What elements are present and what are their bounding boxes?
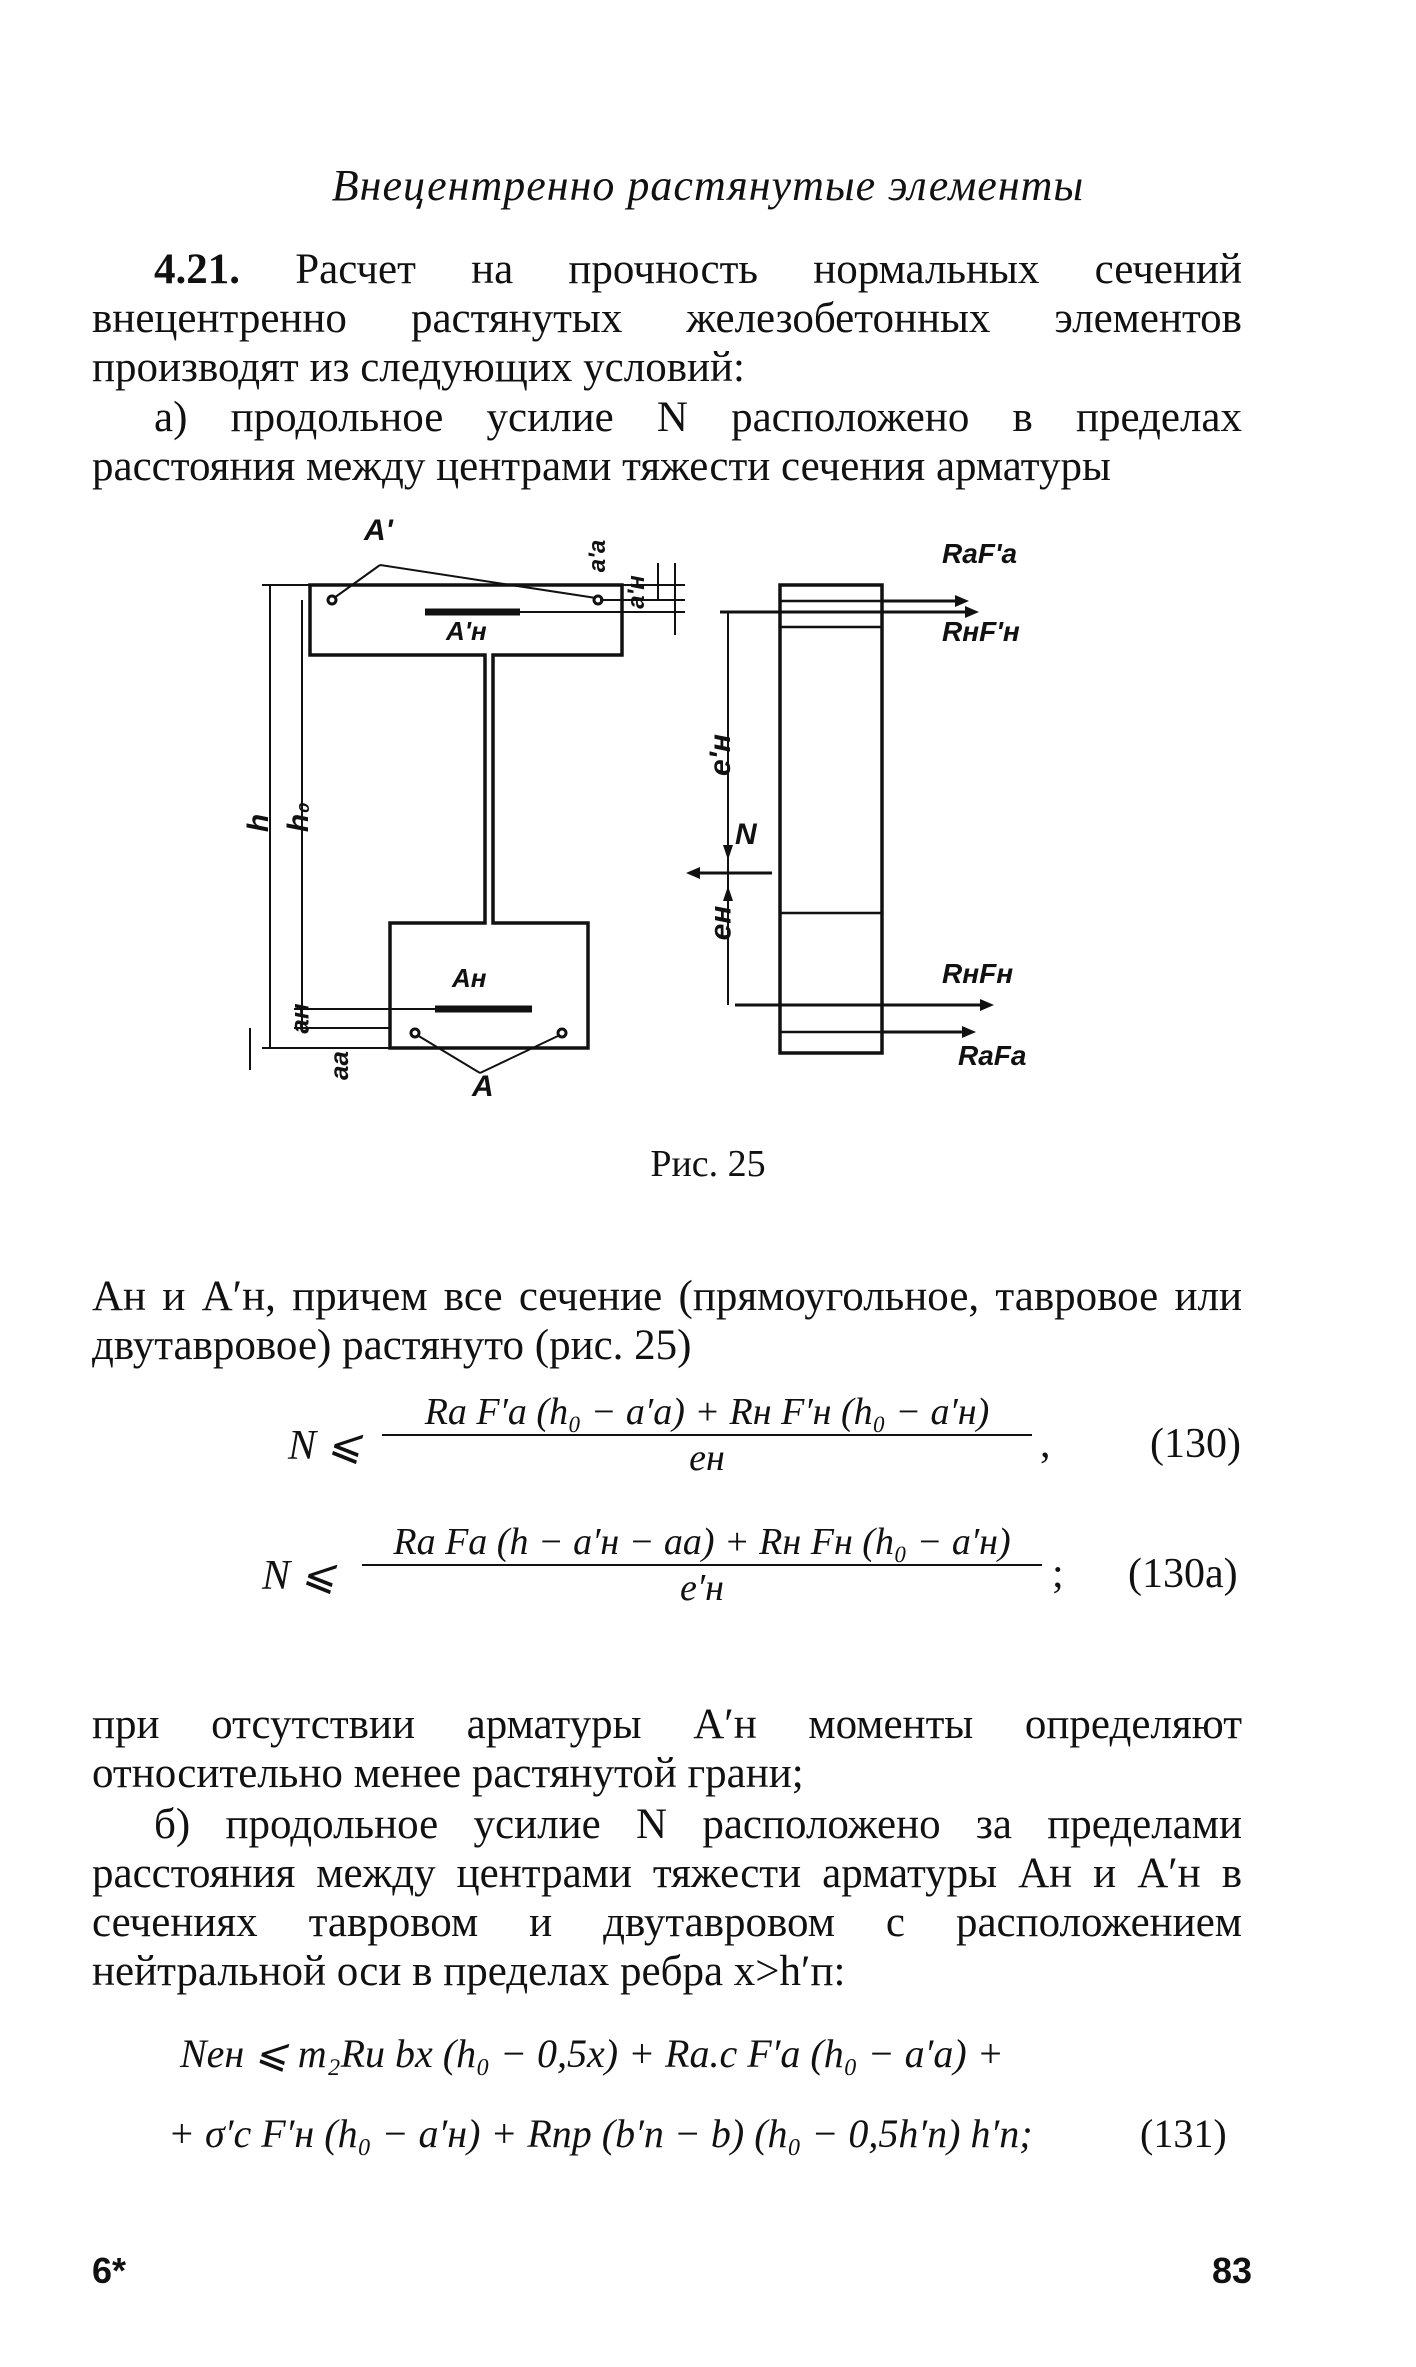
eq130-trail: , <box>1040 1421 1051 1467</box>
eq130-lhs: N ⩽ <box>288 1423 362 1469</box>
leader-a-1 <box>417 1035 480 1073</box>
label-en-prime: e'н <box>703 734 737 776</box>
eq130a-denominator: e′н <box>679 1567 725 1609</box>
eq130a-fraction <box>362 1520 1042 1610</box>
label-aa-prime-dim: a'a <box>584 539 612 573</box>
eq131-number: (131) <box>1140 2111 1227 2156</box>
paragraph-number: 4.21. <box>154 246 240 293</box>
eq130a-lhs: N ⩽ <box>262 1553 336 1599</box>
eq130-numerator: Rа F′а (h₀ − a′а) + Rн F′н (h₀ − a′н) <box>424 1391 990 1433</box>
label-an-prime: A'н <box>446 616 487 646</box>
paragraph-4-21 <box>92 245 1242 392</box>
arrowhead-4 <box>962 1026 976 1038</box>
arrowhead-n <box>686 867 700 879</box>
eq131-line2: + σ′с F′н (h₀ − a′н) + Rпр (b′п − b) (h₀ − 0,5h′п) h′п; <box>168 2111 1033 2156</box>
label-n: N <box>735 818 757 851</box>
page-number: 83 <box>1212 2250 1253 2291</box>
eq130a-number: (130a) <box>1128 1551 1238 1597</box>
arrowhead-e2 <box>723 886 733 901</box>
figure-caption: Рис. 25 <box>650 1143 766 1185</box>
paragraph-text: Расчет на прочность нормальных сечений внецентренно растянутых железобетонных элементов производят из следующих условий: <box>92 246 1242 391</box>
label-rnfn-prime: RнF'н <box>942 616 1020 647</box>
leader-a-2 <box>480 1035 560 1073</box>
figure-25-forces <box>680 505 1140 1115</box>
label-h0: h₀ <box>282 801 316 833</box>
label-rafa-prime: RaF'a <box>942 538 1018 569</box>
arrowhead-e1 <box>723 845 733 860</box>
eq130-number: (130) <box>1150 1421 1241 1467</box>
label-a: A <box>472 1070 494 1103</box>
label-rafa: RaFa <box>958 1040 1027 1071</box>
section-heading: Внецентренно растянутые элементы <box>331 161 1085 210</box>
arrowhead-1 <box>955 595 969 607</box>
paragraph-continuation: Aн и A′н, причем все сечение (прямоугольное, тавровое или двутавровое) растянуто (рис. 25) <box>92 1273 1242 1369</box>
label-h: h <box>242 813 276 833</box>
diagram-column <box>780 585 882 1053</box>
label-an-prime-dim: a'н <box>622 575 650 609</box>
paragraph-a: а) продольное усилие N расположено в пределах расстояния между центрами тяжести сечения арматуры <box>92 394 1242 490</box>
eq130a-numerator: Rа Fа (h − a′н − aа) + Rн Fн (h₀ − a′н) <box>393 1521 1011 1563</box>
eq130a-trail: ; <box>1052 1551 1064 1597</box>
label-an-dim: aн <box>284 1003 315 1034</box>
label-rnfn: RнFн <box>942 958 1014 989</box>
label-aa-dim: aа <box>323 1051 354 1080</box>
eq130-fraction <box>382 1390 1032 1480</box>
eq131-line1: Neн ⩽ m₂Rи bx (h₀ − 0,5x) + Rа.с F′а (h₀ − a′а) + <box>180 2031 1004 2076</box>
label-an: Aн <box>452 963 487 993</box>
eq130-denominator: eн <box>689 1437 725 1479</box>
paragraph-absent: при отсутствии арматуры A′н моменты определяют относительно менее растянутой грани; <box>92 1701 1242 1797</box>
label-en: eн <box>704 905 738 941</box>
arrowhead-3 <box>980 999 994 1011</box>
label-a-prime: A' <box>364 514 393 547</box>
leader-a-prime-2 <box>380 565 596 598</box>
paragraph-b: б) продольное усилие N расположено за пределами расстояния между центрами тяжести арматуры Aн и A′н в сечениях тавровом и двутавровом с расположением нейтральной оси в пределах ребра x>h′п: <box>92 1801 1242 1995</box>
footer-signature: 6* <box>92 2250 127 2291</box>
leader-a-prime-1 <box>334 565 380 598</box>
